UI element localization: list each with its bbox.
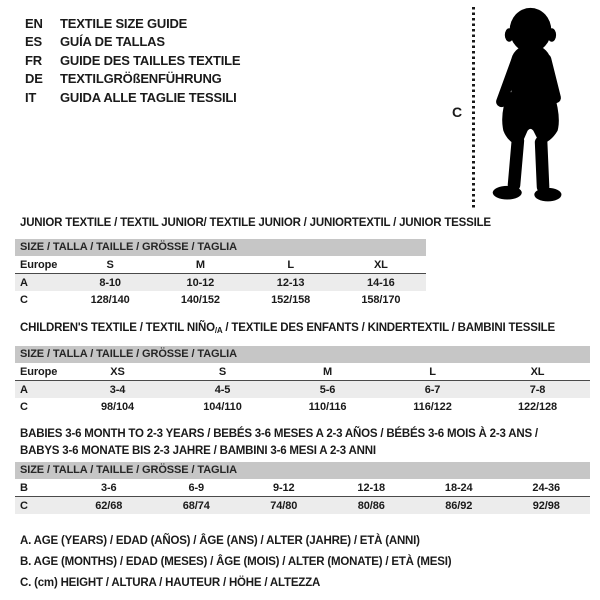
- age-cell: 12-13: [276, 276, 305, 289]
- size-cell: XL: [530, 365, 545, 378]
- list-item: [25, 14, 240, 33]
- height-cell: 62/68: [95, 499, 123, 512]
- junior-size-table: [15, 239, 426, 308]
- row-label: B: [20, 481, 28, 494]
- size-cell: L: [287, 258, 294, 271]
- height-cell: 152/158: [271, 293, 311, 306]
- babies-section-title: [20, 426, 538, 459]
- height-cell: 116/122: [413, 400, 452, 413]
- height-cell: 74/80: [270, 499, 298, 512]
- note-age-months: B. AGE (MONTHS) / EDAD (MESES) / ÂGE (MOIS) / ALTER (MONATE) / ETÀ (MESI): [20, 556, 452, 568]
- row-label: Europe: [20, 365, 58, 378]
- row-label: A: [20, 276, 28, 289]
- size-header-bar: SIZE / TALLA / TAILLE / GRÖSSE / TAGLIA: [15, 346, 590, 363]
- table-row: [15, 291, 426, 308]
- age-cell: 3-6: [100, 481, 117, 494]
- table-row: [15, 363, 590, 381]
- legend-notes: [20, 531, 451, 594]
- age-cell: 10-12: [186, 276, 215, 289]
- list-item: [25, 51, 240, 70]
- children-title-part1: CHILDREN'S TEXTILE / TEXTIL NIÑO: [20, 322, 215, 334]
- children-size-table: [15, 346, 590, 415]
- language-code: IT: [25, 89, 37, 105]
- height-cell: 68/74: [182, 499, 210, 512]
- guide-title: TEXTILE SIZE GUIDE: [60, 15, 188, 31]
- list-item: [25, 33, 240, 52]
- guide-title: GUIDE DES TAILLES TEXTILE: [60, 52, 241, 68]
- guide-title: GUIDA ALLE TAGLIE TESSILI: [60, 89, 237, 105]
- babies-size-table: [15, 462, 590, 514]
- note-age-years: A. AGE (YEARS) / EDAD (AÑOS) / ÂGE (ANS) / ALTER (JAHRE) / ETÀ (ANNI): [20, 535, 420, 547]
- size-cell: S: [106, 258, 114, 271]
- list-item: [25, 88, 240, 107]
- children-title-sub: /A: [214, 326, 223, 335]
- age-cell: 3-4: [109, 383, 126, 396]
- toddler-silhouette-icon: [481, 5, 578, 213]
- height-cell: 104/110: [203, 400, 242, 413]
- height-cell: 122/128: [517, 400, 558, 413]
- note-height-cm: C. (cm) HEIGHT / ALTURA / HAUTEUR / HÖHE / ALTEZZA: [20, 577, 321, 589]
- row-label: Europe: [20, 258, 58, 271]
- size-cell: M: [322, 365, 333, 378]
- row-label: C: [20, 499, 28, 512]
- junior-section-title: JUNIOR TEXTILE / TEXTIL JUNIOR/ TEXTILE JUNIOR / JUNIORTEXTIL / JUNIOR TESSILE: [20, 217, 491, 229]
- age-cell: 9-12: [272, 481, 295, 494]
- height-cell: 128/140: [90, 293, 130, 306]
- table-row: [15, 274, 426, 291]
- age-cell: 8-10: [99, 276, 121, 289]
- age-cell: 5-6: [319, 383, 336, 396]
- language-code: FR: [25, 52, 42, 68]
- height-cell: 110/116: [308, 400, 347, 413]
- age-cell: 12-18: [357, 481, 386, 494]
- row-label: C: [20, 293, 28, 306]
- children-title-part2: / TEXTILE DES ENFANTS / KINDERTEXTIL / BAMBINI TESSILE: [222, 322, 555, 334]
- size-cell: S: [218, 365, 227, 378]
- height-cell: 158/170: [361, 293, 401, 306]
- babies-title-line2: BABYS 3-6 MONATE BIS 2-3 JAHRE / BAMBINI 3-6 MESI A 2-3 ANNI: [20, 444, 376, 457]
- age-cell: 24-36: [532, 481, 561, 494]
- list-item: [25, 70, 240, 89]
- height-measure-dotted-line: [472, 7, 475, 210]
- size-header-bar: SIZE / TALLA / TAILLE / GRÖSSE / TAGLIA: [15, 462, 590, 479]
- table-row: [15, 381, 590, 398]
- height-measure-label: C: [452, 104, 463, 120]
- row-label: A: [20, 383, 28, 396]
- language-code: EN: [25, 15, 43, 31]
- size-header-bar: SIZE / TALLA / TAILLE / GRÖSSE / TAGLIA: [15, 239, 426, 256]
- size-cell: XS: [110, 365, 125, 378]
- height-cell: 92/98: [532, 499, 560, 512]
- language-code: ES: [25, 34, 42, 50]
- guide-title: TEXTILGRÖßENFÜHRUNG: [60, 71, 222, 87]
- table-row: [15, 256, 426, 274]
- table-row: [15, 479, 590, 497]
- table-row: [15, 398, 590, 415]
- height-cell: 140/152: [180, 293, 220, 306]
- row-label: C: [20, 400, 28, 413]
- size-cell: M: [195, 258, 205, 271]
- table-row: [15, 497, 590, 514]
- language-title-list: [25, 14, 240, 107]
- children-section-title: [20, 322, 555, 334]
- guide-title: GUÍA DE TALLAS: [60, 34, 165, 50]
- age-cell: 18-24: [444, 481, 473, 494]
- height-cell: 86/92: [445, 499, 473, 512]
- language-code: DE: [25, 71, 43, 87]
- babies-title-line1: BABIES 3-6 MONTH TO 2-3 YEARS / BEBÉS 3-6 MESES A 2-3 AÑOS / BÉBÉS 3-6 MOIS À 2-3 ANS /: [20, 428, 538, 440]
- size-cell: XL: [373, 258, 388, 271]
- age-cell: 7-8: [529, 383, 546, 396]
- age-cell: 14-16: [367, 276, 395, 289]
- age-cell: 6-7: [424, 383, 441, 396]
- age-cell: 6-9: [188, 481, 205, 494]
- size-cell: L: [429, 365, 436, 378]
- age-cell: 4-5: [214, 383, 231, 396]
- height-cell: 80/86: [357, 499, 385, 512]
- height-cell: 98/104: [100, 400, 135, 413]
